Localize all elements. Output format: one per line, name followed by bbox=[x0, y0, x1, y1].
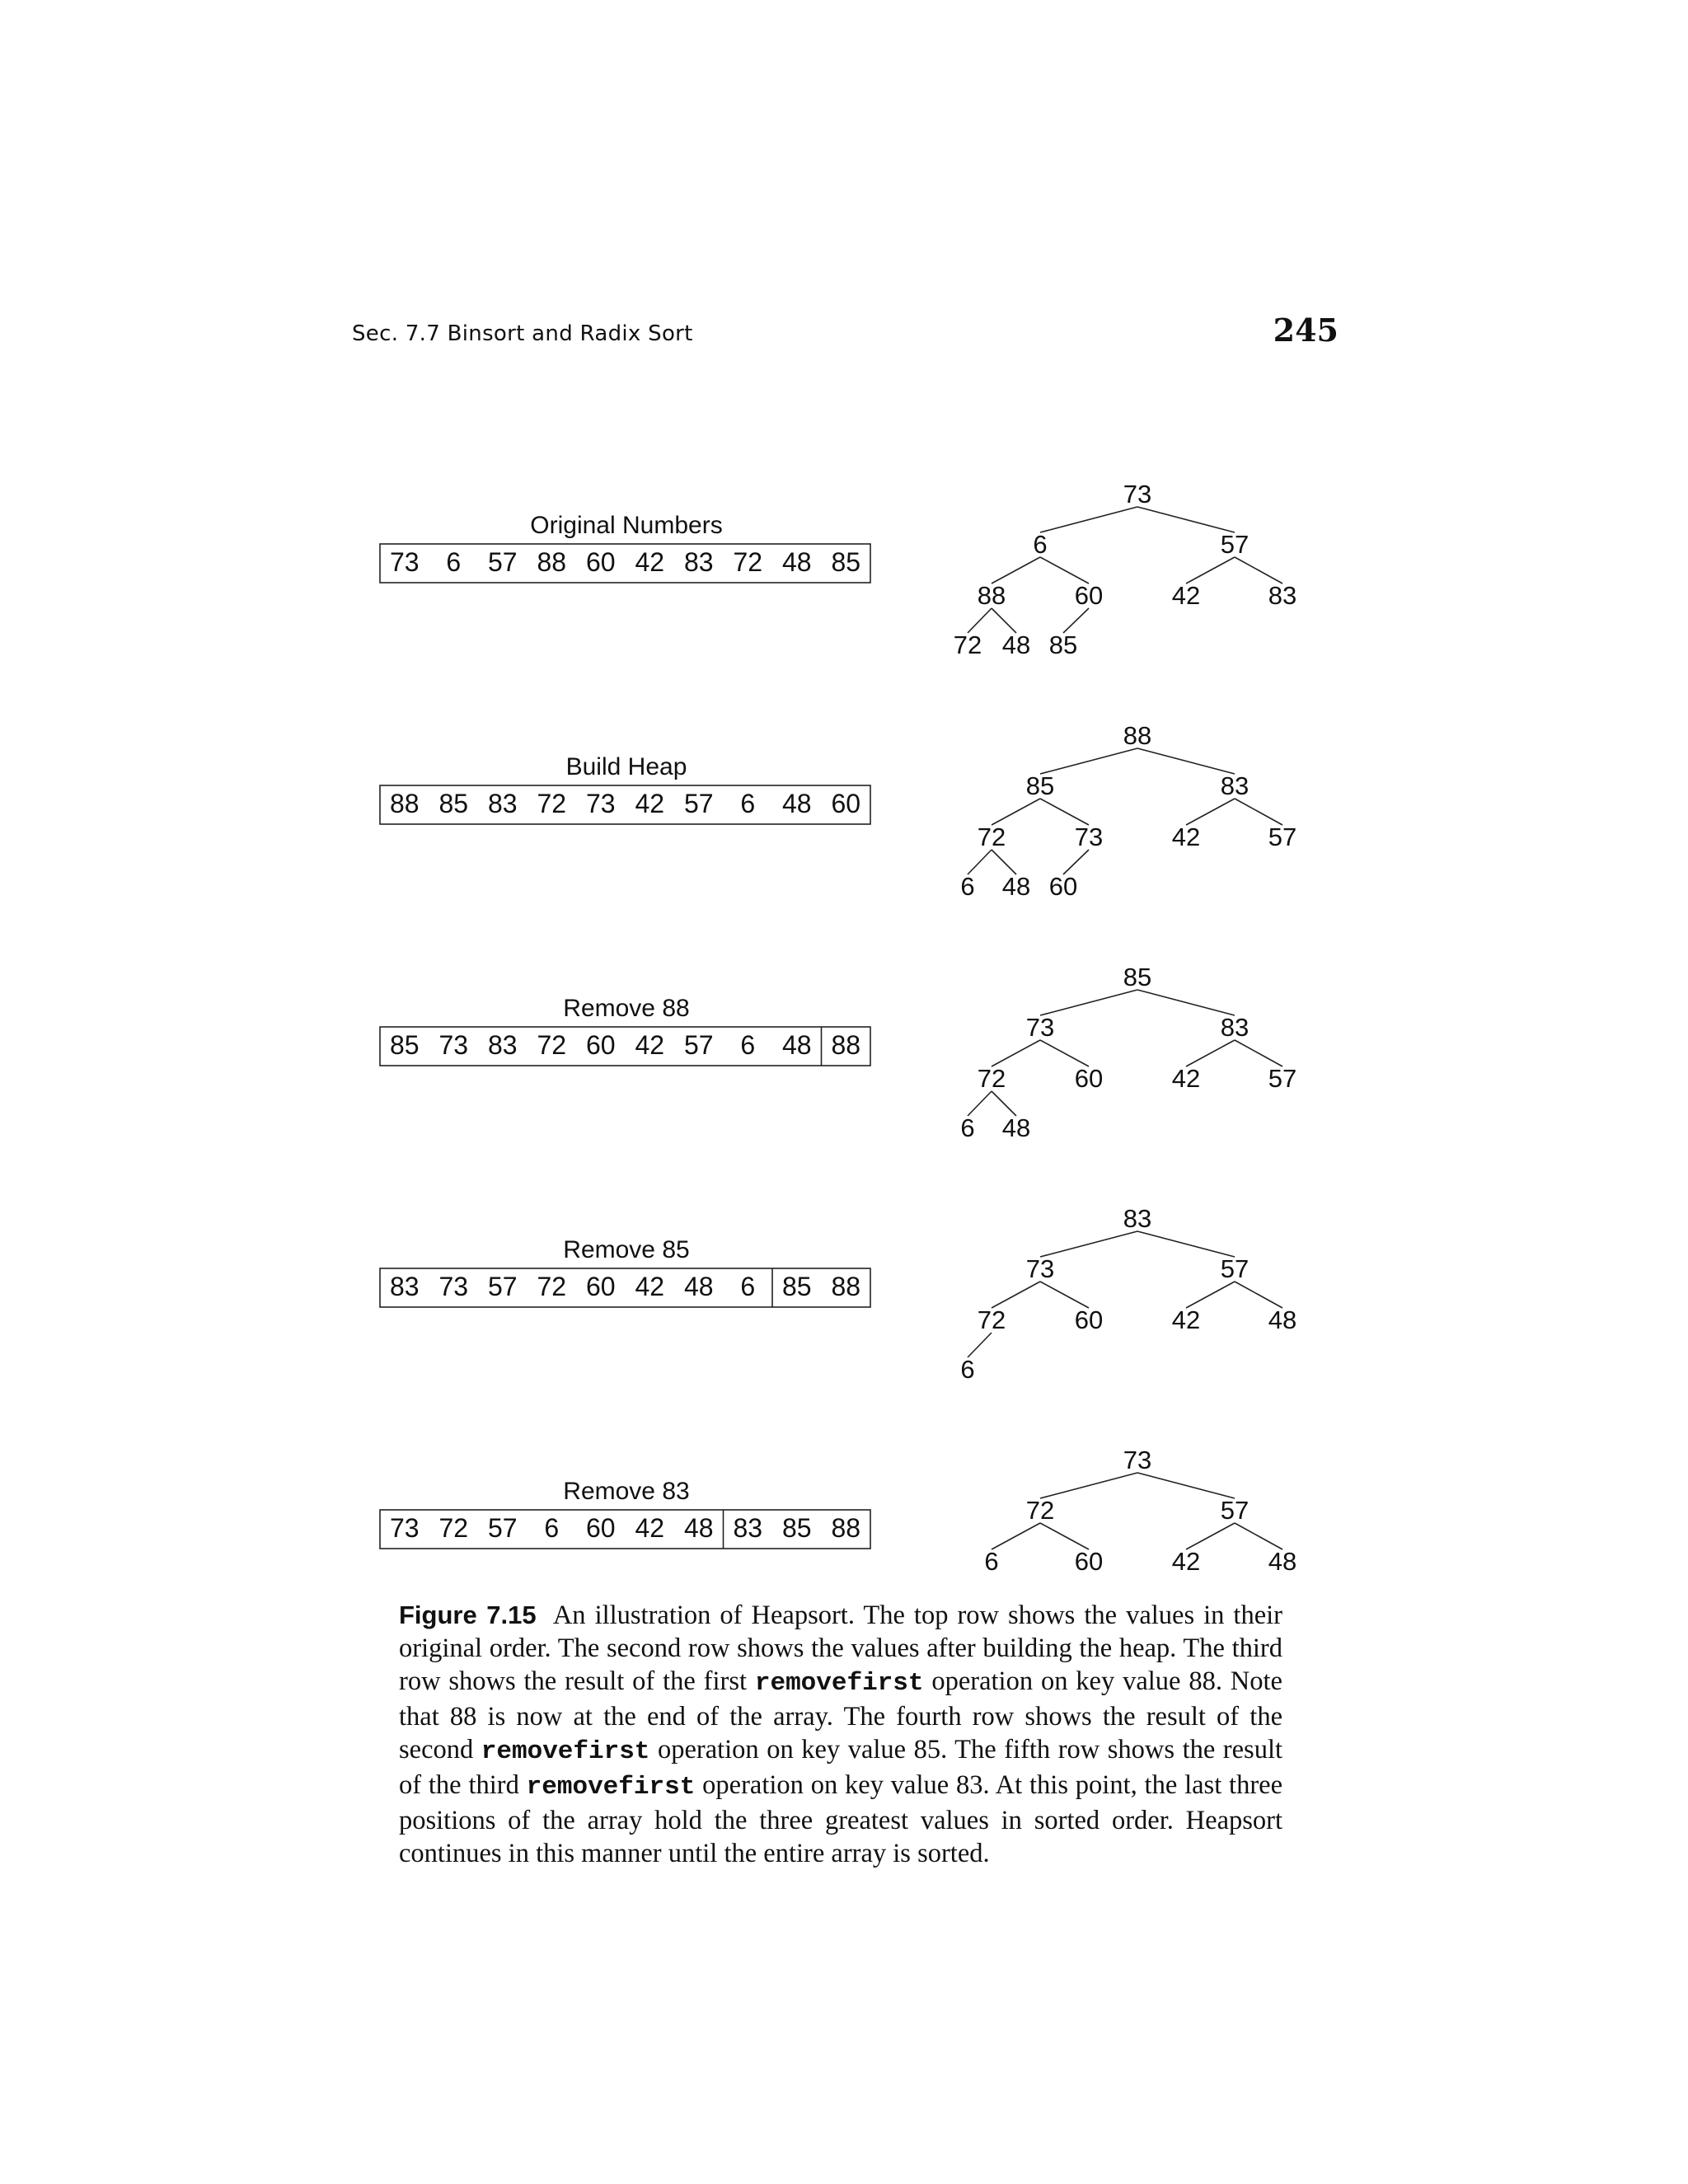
caption-text-2: operation on key value 88. Note that 88 is now at the end of the array. The fourth row shows the result of the second bbox=[399, 1666, 1282, 1765]
array-cell: 73 bbox=[585, 789, 616, 818]
tree-edge bbox=[992, 1282, 1040, 1308]
tree-edge bbox=[1040, 557, 1089, 583]
array-cell: 42 bbox=[635, 1272, 665, 1301]
tree-edge bbox=[992, 1040, 1040, 1066]
tree-edge bbox=[1137, 1231, 1235, 1257]
tree-node: 85 bbox=[1025, 771, 1055, 800]
tree-edge bbox=[1137, 1473, 1235, 1498]
tree-node: 60 bbox=[1074, 1547, 1104, 1576]
tree-edge bbox=[1137, 748, 1235, 774]
array-cell: 72 bbox=[537, 789, 567, 818]
array-cell: 60 bbox=[585, 547, 616, 577]
tree-node: 72 bbox=[1025, 1496, 1055, 1525]
tree-node: 73 bbox=[1074, 823, 1104, 851]
array-cell: 72 bbox=[537, 1030, 567, 1060]
array-label: Remove 83 bbox=[563, 1478, 690, 1505]
tree-node: 83 bbox=[1268, 581, 1297, 610]
tree-node: 72 bbox=[953, 630, 982, 659]
tree-node: 57 bbox=[1220, 530, 1250, 559]
tree-node: 48 bbox=[1001, 1113, 1031, 1142]
tree-node: 85 bbox=[1123, 963, 1152, 991]
caption-code-3: removefirst bbox=[526, 1773, 696, 1802]
tree-edge bbox=[1040, 1523, 1089, 1549]
tree-edge bbox=[1186, 1040, 1235, 1066]
array-cell: 85 bbox=[438, 789, 469, 818]
tree-node: 60 bbox=[1048, 872, 1078, 901]
caption-text-1: An illustration of Heapsort. The top row shows the values in their original order. The second row shows the values after building the heap. The third row shows the result of the first bbox=[399, 1601, 1282, 1696]
array-cell: 57 bbox=[487, 1272, 518, 1301]
tree-node: 42 bbox=[1171, 1305, 1201, 1334]
array-cell: 60 bbox=[585, 1272, 616, 1301]
tree-edge bbox=[1137, 507, 1235, 532]
array-cell: 6 bbox=[740, 789, 756, 818]
tree-edge bbox=[1040, 748, 1137, 774]
tree-node: 48 bbox=[1268, 1547, 1297, 1576]
tree-node: 73 bbox=[1123, 1446, 1152, 1474]
caption-label: Figure 7.15 bbox=[399, 1601, 537, 1629]
tree-edge bbox=[1186, 1523, 1235, 1549]
tree-edge bbox=[1137, 990, 1235, 1015]
array-cell: 85 bbox=[389, 1030, 420, 1060]
caption-code-1: removefirst bbox=[754, 1669, 924, 1698]
array-label: Original Numbers bbox=[530, 512, 723, 539]
running-head: Sec. 7.7 Binsort and Radix Sort bbox=[352, 321, 693, 346]
tree-node: 42 bbox=[1171, 823, 1201, 851]
tree-edge bbox=[1040, 990, 1137, 1015]
tree-edge bbox=[968, 1333, 992, 1357]
tree-node: 42 bbox=[1171, 581, 1201, 610]
tree-node: 48 bbox=[1001, 630, 1031, 659]
tree-node: 57 bbox=[1220, 1496, 1250, 1525]
tree-node: 6 bbox=[960, 872, 975, 901]
tree-node: 72 bbox=[977, 823, 1006, 851]
array-cell: 88 bbox=[831, 1030, 861, 1060]
array-cell: 42 bbox=[635, 1030, 665, 1060]
array-cell: 6 bbox=[446, 547, 462, 577]
tree-edge bbox=[968, 608, 992, 633]
tree-node: 42 bbox=[1171, 1064, 1201, 1093]
array-cell: 83 bbox=[733, 1513, 763, 1543]
array-cell: 6 bbox=[740, 1030, 756, 1060]
array-cell: 88 bbox=[389, 789, 420, 818]
tree-node: 60 bbox=[1074, 1305, 1104, 1334]
tree-node: 6 bbox=[960, 1113, 975, 1142]
tree-node: 60 bbox=[1074, 1064, 1104, 1093]
array-cell: 60 bbox=[831, 789, 861, 818]
array-cell: 85 bbox=[831, 547, 861, 577]
tree-edge bbox=[992, 557, 1040, 583]
tree-edge bbox=[1235, 1523, 1282, 1549]
array-cell: 57 bbox=[683, 1030, 714, 1060]
tree-edge bbox=[1186, 557, 1235, 583]
tree-edge bbox=[1040, 1473, 1137, 1498]
array-cell: 72 bbox=[438, 1513, 469, 1543]
array-cell: 88 bbox=[537, 547, 567, 577]
tree-edge bbox=[1040, 1231, 1137, 1257]
tree-node: 57 bbox=[1220, 1254, 1250, 1283]
array-cell: 57 bbox=[487, 1513, 518, 1543]
tree-node: 83 bbox=[1220, 771, 1250, 800]
tree-node: 42 bbox=[1171, 1547, 1201, 1576]
tree-edge bbox=[992, 1523, 1040, 1549]
array-cell: 73 bbox=[389, 547, 420, 577]
array-cell: 42 bbox=[635, 1513, 665, 1543]
tree-edge bbox=[1235, 799, 1282, 825]
tree-node: 6 bbox=[984, 1547, 999, 1576]
tree-edge bbox=[1040, 799, 1089, 825]
tree-edge bbox=[1235, 1040, 1282, 1066]
tree-node: 83 bbox=[1220, 1013, 1250, 1042]
array-cell: 42 bbox=[635, 547, 665, 577]
tree-edge bbox=[968, 1091, 992, 1116]
array-cell: 83 bbox=[683, 547, 714, 577]
page-number: 245 bbox=[1273, 312, 1339, 349]
array-cell: 72 bbox=[733, 547, 763, 577]
array-cell: 42 bbox=[635, 789, 665, 818]
tree-edge bbox=[992, 850, 1016, 874]
tree-edge bbox=[1235, 557, 1282, 583]
tree-node: 60 bbox=[1074, 581, 1104, 610]
tree-node: 6 bbox=[1033, 530, 1048, 559]
array-cell: 48 bbox=[781, 789, 812, 818]
caption-code-2: removefirst bbox=[481, 1737, 650, 1766]
array-cell: 6 bbox=[544, 1513, 560, 1543]
tree-node: 48 bbox=[1268, 1305, 1297, 1334]
array-cell: 60 bbox=[585, 1513, 616, 1543]
array-cell: 57 bbox=[683, 789, 714, 818]
tree-node: 85 bbox=[1048, 630, 1078, 659]
tree-node: 73 bbox=[1123, 480, 1152, 509]
tree-edge bbox=[992, 608, 1016, 633]
array-cell: 60 bbox=[585, 1030, 616, 1060]
array-cell: 85 bbox=[781, 1513, 812, 1543]
array-cell: 88 bbox=[831, 1513, 861, 1543]
tree-node: 73 bbox=[1025, 1013, 1055, 1042]
tree-edge bbox=[1063, 608, 1089, 633]
array-cell: 83 bbox=[487, 789, 518, 818]
array-cell: 88 bbox=[831, 1272, 861, 1301]
tree-edge bbox=[992, 1091, 1016, 1116]
array-cell: 83 bbox=[389, 1272, 420, 1301]
tree-node: 48 bbox=[1001, 872, 1031, 901]
array-cell: 57 bbox=[487, 547, 518, 577]
array-cell: 6 bbox=[740, 1272, 756, 1301]
tree-node: 72 bbox=[977, 1305, 1006, 1334]
array-cell: 48 bbox=[683, 1272, 714, 1301]
tree-node: 88 bbox=[1123, 721, 1152, 750]
array-cell: 73 bbox=[438, 1272, 469, 1301]
tree-node: 6 bbox=[960, 1355, 975, 1384]
figure-caption bbox=[399, 1599, 1282, 1870]
array-cell: 73 bbox=[438, 1030, 469, 1060]
array-cell: 48 bbox=[683, 1513, 714, 1543]
caption-text-4: operation on key value 83. At this point, the last three positions of the array hold the three greatest values in sorted order. Heapsort continues in this manner until the entire array is sorted. bbox=[399, 1770, 1283, 1868]
array-label: Remove 88 bbox=[563, 995, 690, 1022]
tree-edge bbox=[1235, 1282, 1282, 1308]
tree-edge bbox=[1040, 507, 1137, 532]
tree-node: 57 bbox=[1268, 823, 1297, 851]
tree-node: 83 bbox=[1123, 1204, 1152, 1233]
array-cell: 85 bbox=[781, 1272, 812, 1301]
array-label: Remove 85 bbox=[563, 1236, 690, 1263]
array-cell: 73 bbox=[389, 1513, 420, 1543]
tree-node: 73 bbox=[1025, 1254, 1055, 1283]
array-cell: 48 bbox=[781, 547, 812, 577]
tree-node: 88 bbox=[977, 581, 1006, 610]
tree-node: 72 bbox=[977, 1064, 1006, 1093]
array-cell: 72 bbox=[537, 1272, 567, 1301]
tree-node: 57 bbox=[1268, 1064, 1297, 1093]
tree-edge bbox=[1040, 1282, 1089, 1308]
array-cell: 83 bbox=[487, 1030, 518, 1060]
tree-edge bbox=[1040, 1040, 1089, 1066]
tree-edge bbox=[968, 850, 992, 874]
tree-edge bbox=[992, 799, 1040, 825]
tree-edge bbox=[1186, 799, 1235, 825]
array-label: Build Heap bbox=[565, 753, 687, 780]
caption-text-3: operation on key value 85. The fifth row shows the result of the third bbox=[399, 1735, 1283, 1800]
tree-edge bbox=[1063, 850, 1089, 874]
tree-edge bbox=[1186, 1282, 1235, 1308]
array-cell: 48 bbox=[781, 1030, 812, 1060]
